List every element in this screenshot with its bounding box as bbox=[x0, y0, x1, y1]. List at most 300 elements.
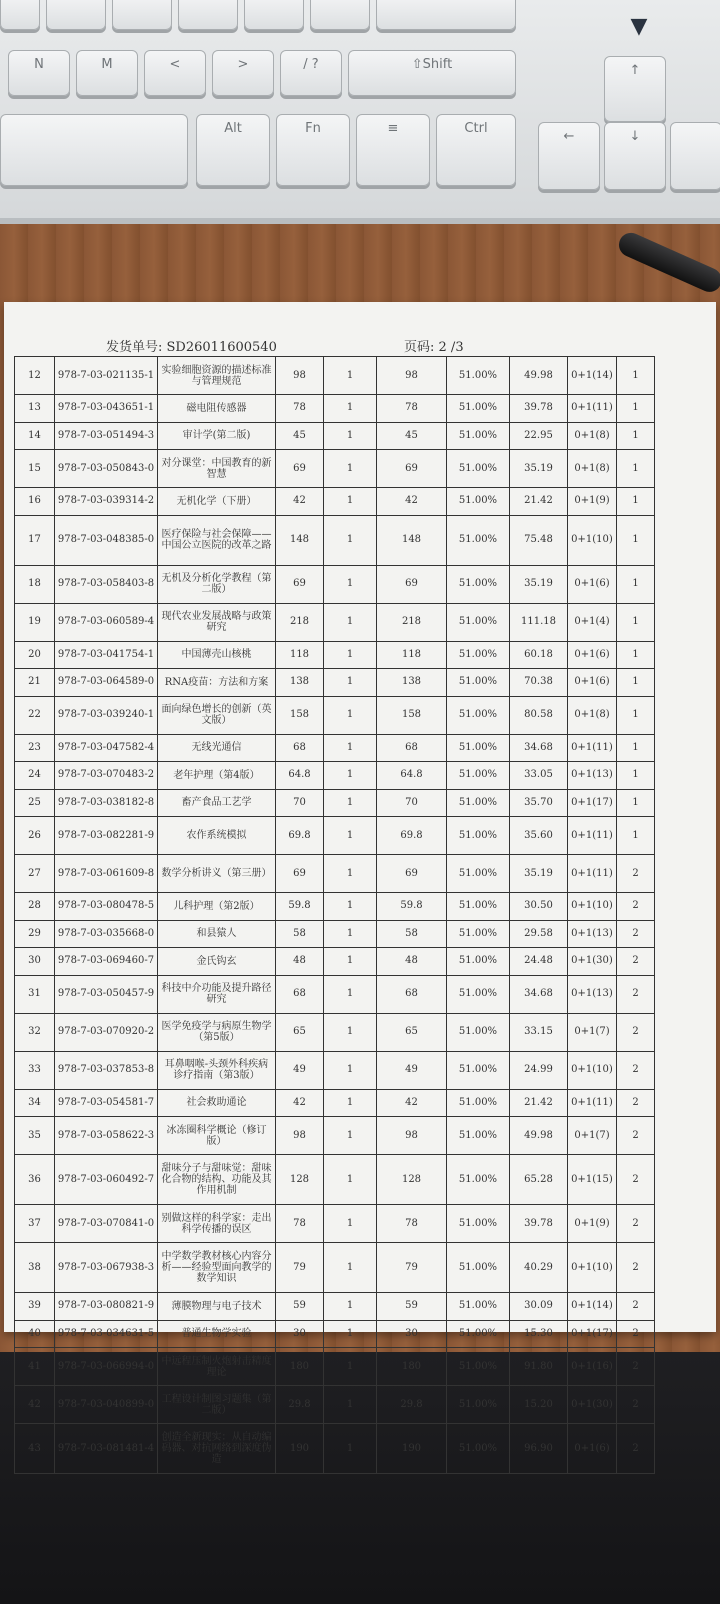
keyboard bbox=[0, 0, 720, 224]
quantity-cell: 1 bbox=[324, 762, 377, 790]
net-amount-cell: 21.42 bbox=[510, 1089, 568, 1117]
box-number-cell: 2 bbox=[617, 1013, 655, 1051]
amount-cell: 42 bbox=[377, 1089, 447, 1117]
amount-cell: 69 bbox=[377, 855, 447, 893]
list-price-cell: 29.8 bbox=[276, 1386, 324, 1424]
quantity-cell: 1 bbox=[324, 357, 377, 395]
book-title-cell: 面向绿色增长的创新（英文版） bbox=[158, 696, 276, 734]
order-label: 发货单号: bbox=[106, 340, 163, 355]
box-number-cell: 2 bbox=[617, 975, 655, 1013]
keyboard-key bbox=[244, 0, 304, 30]
book-title-cell: 无线光通信 bbox=[158, 734, 276, 762]
discount-cell: 51.00% bbox=[447, 422, 510, 450]
box-number-cell: 2 bbox=[617, 1386, 655, 1424]
quantity-cell: 1 bbox=[324, 948, 377, 976]
isbn-cell: 978-7-03-066994-0 bbox=[55, 1348, 158, 1386]
quantity-cell: 1 bbox=[324, 1117, 377, 1155]
amount-cell: 64.8 bbox=[377, 762, 447, 790]
list-price-cell: 59 bbox=[276, 1293, 324, 1321]
isbn-cell: 978-7-03-060589-4 bbox=[55, 603, 158, 641]
box-number-cell: 2 bbox=[617, 1205, 655, 1243]
isbn-cell: 978-7-03-081481-4 bbox=[55, 1424, 158, 1474]
location-cell: 0+1(9) bbox=[568, 488, 617, 516]
discount-cell: 51.00% bbox=[447, 920, 510, 948]
isbn-cell: 978-7-03-054581-7 bbox=[55, 1089, 158, 1117]
quantity-cell: 1 bbox=[324, 395, 377, 423]
amount-cell: 42 bbox=[377, 488, 447, 516]
book-title-cell: RNA疫苗：方法和方案 bbox=[158, 669, 276, 697]
book-title-cell: 科技中介功能及提升路径研究 bbox=[158, 975, 276, 1013]
isbn-cell: 978-7-03-048385-0 bbox=[55, 515, 158, 565]
discount-cell: 51.00% bbox=[447, 1155, 510, 1205]
location-cell: 0+1(15) bbox=[568, 1155, 617, 1205]
net-amount-cell: 24.99 bbox=[510, 1051, 568, 1089]
isbn-cell: 978-7-03-058403-8 bbox=[55, 565, 158, 603]
isbn-cell: 978-7-03-050457-9 bbox=[55, 975, 158, 1013]
box-number-cell: 2 bbox=[617, 1089, 655, 1117]
book-title-cell: 甜味分子与甜味觉：甜味化合物的结构、功能及其作用机制 bbox=[158, 1155, 276, 1205]
box-number-cell: 1 bbox=[617, 762, 655, 790]
row-number-cell: 34 bbox=[15, 1089, 55, 1117]
quantity-cell: 1 bbox=[324, 515, 377, 565]
amount-cell: 45 bbox=[377, 422, 447, 450]
row-number-cell: 19 bbox=[15, 603, 55, 641]
page-label: 页码: bbox=[404, 340, 435, 355]
row-number-cell: 38 bbox=[15, 1243, 55, 1293]
table-row bbox=[15, 1013, 655, 1051]
location-cell: 0+1(7) bbox=[568, 1013, 617, 1051]
location-cell: 0+1(11) bbox=[568, 1089, 617, 1117]
net-amount-cell: 35.19 bbox=[510, 565, 568, 603]
amount-cell: 118 bbox=[377, 641, 447, 669]
isbn-cell: 978-7-03-040899-0 bbox=[55, 1386, 158, 1424]
net-amount-cell: 15.20 bbox=[510, 1386, 568, 1424]
location-cell: 0+1(13) bbox=[568, 920, 617, 948]
amount-cell: 69 bbox=[377, 565, 447, 603]
net-amount-cell: 91.80 bbox=[510, 1348, 568, 1386]
key-arrow-up: ↑ bbox=[604, 56, 666, 122]
row-number-cell: 41 bbox=[15, 1348, 55, 1386]
isbn-cell: 978-7-03-060492-7 bbox=[55, 1155, 158, 1205]
table-row bbox=[15, 696, 655, 734]
box-number-cell: 1 bbox=[617, 669, 655, 697]
list-price-cell: 78 bbox=[276, 1205, 324, 1243]
book-title-cell: 无机及分析化学教程（第二版） bbox=[158, 565, 276, 603]
table-row bbox=[15, 1293, 655, 1321]
amount-cell: 48 bbox=[377, 948, 447, 976]
isbn-cell: 978-7-03-041754-1 bbox=[55, 641, 158, 669]
book-title-cell: 薄膜物理与电子技术 bbox=[158, 1293, 276, 1321]
row-number-cell: 21 bbox=[15, 669, 55, 697]
list-price-cell: 69 bbox=[276, 450, 324, 488]
amount-cell: 69.8 bbox=[377, 817, 447, 855]
quantity-cell: 1 bbox=[324, 696, 377, 734]
location-cell: 0+1(14) bbox=[568, 1293, 617, 1321]
location-cell: 0+1(14) bbox=[568, 357, 617, 395]
location-cell: 0+1(13) bbox=[568, 762, 617, 790]
box-number-cell: 1 bbox=[617, 817, 655, 855]
location-cell: 0+1(30) bbox=[568, 1386, 617, 1424]
quantity-cell: 1 bbox=[324, 1089, 377, 1117]
table-row bbox=[15, 515, 655, 565]
quantity-cell: 1 bbox=[324, 1293, 377, 1321]
row-number-cell: 14 bbox=[15, 422, 55, 450]
row-number-cell: 23 bbox=[15, 734, 55, 762]
quantity-cell: 1 bbox=[324, 1243, 377, 1293]
row-number-cell: 36 bbox=[15, 1155, 55, 1205]
isbn-cell: 978-7-03-047582-4 bbox=[55, 734, 158, 762]
quantity-cell: 1 bbox=[324, 1320, 377, 1348]
key-period: > bbox=[212, 50, 274, 96]
book-title-cell: 创造全新现实：从自动编码器、对抗网络到深度伪造 bbox=[158, 1424, 276, 1474]
quantity-cell: 1 bbox=[324, 855, 377, 893]
list-price-cell: 45 bbox=[276, 422, 324, 450]
box-number-cell: 1 bbox=[617, 450, 655, 488]
isbn-cell: 978-7-03-051494-3 bbox=[55, 422, 158, 450]
discount-cell: 51.00% bbox=[447, 734, 510, 762]
net-amount-cell: 75.48 bbox=[510, 515, 568, 565]
quantity-cell: 1 bbox=[324, 1386, 377, 1424]
discount-cell: 51.00% bbox=[447, 1320, 510, 1348]
amount-cell: 180 bbox=[377, 1348, 447, 1386]
discount-cell: 51.00% bbox=[447, 641, 510, 669]
list-price-cell: 69 bbox=[276, 565, 324, 603]
discount-cell: 51.00% bbox=[447, 515, 510, 565]
keyboard-key bbox=[0, 114, 188, 186]
book-title-cell: 耳鼻咽喉-头颈外科疾病诊疗指南（第3版） bbox=[158, 1051, 276, 1089]
book-title-cell: 儿科护理（第2版） bbox=[158, 893, 276, 921]
net-amount-cell: 34.68 bbox=[510, 975, 568, 1013]
location-cell: 0+1(11) bbox=[568, 395, 617, 423]
discount-cell: 51.00% bbox=[447, 1013, 510, 1051]
row-number-cell: 32 bbox=[15, 1013, 55, 1051]
list-price-cell: 69.8 bbox=[276, 817, 324, 855]
location-cell: 0+1(11) bbox=[568, 855, 617, 893]
list-price-cell: 78 bbox=[276, 395, 324, 423]
list-price-cell: 79 bbox=[276, 1243, 324, 1293]
amount-cell: 70 bbox=[377, 789, 447, 817]
box-number-cell: 2 bbox=[617, 920, 655, 948]
quantity-cell: 1 bbox=[324, 669, 377, 697]
list-price-cell: 218 bbox=[276, 603, 324, 641]
box-number-cell: 1 bbox=[617, 357, 655, 395]
net-amount-cell: 33.05 bbox=[510, 762, 568, 790]
book-title-cell: 医学免疫学与病原生物学（第5版） bbox=[158, 1013, 276, 1051]
book-title-cell: 无机化学（下册） bbox=[158, 488, 276, 516]
net-amount-cell: 21.42 bbox=[510, 488, 568, 516]
box-number-cell: 1 bbox=[617, 603, 655, 641]
list-price-cell: 49 bbox=[276, 1051, 324, 1089]
key-m: M bbox=[76, 50, 138, 96]
document-header bbox=[4, 336, 716, 356]
quantity-cell: 1 bbox=[324, 1424, 377, 1474]
amount-cell: 30 bbox=[377, 1320, 447, 1348]
location-cell: 0+1(30) bbox=[568, 948, 617, 976]
isbn-cell: 978-7-03-050843-0 bbox=[55, 450, 158, 488]
table-row bbox=[15, 893, 655, 921]
discount-cell: 51.00% bbox=[447, 488, 510, 516]
net-amount-cell: 35.60 bbox=[510, 817, 568, 855]
net-amount-cell: 24.48 bbox=[510, 948, 568, 976]
list-price-cell: 118 bbox=[276, 641, 324, 669]
box-number-cell: 2 bbox=[617, 1155, 655, 1205]
quantity-cell: 1 bbox=[324, 641, 377, 669]
row-number-cell: 20 bbox=[15, 641, 55, 669]
amount-cell: 69 bbox=[377, 450, 447, 488]
discount-cell: 51.00% bbox=[447, 603, 510, 641]
amount-cell: 78 bbox=[377, 395, 447, 423]
location-cell: 0+1(8) bbox=[568, 696, 617, 734]
net-amount-cell: 15.30 bbox=[510, 1320, 568, 1348]
discount-cell: 51.00% bbox=[447, 893, 510, 921]
table-row bbox=[15, 565, 655, 603]
quantity-cell: 1 bbox=[324, 789, 377, 817]
amount-cell: 49 bbox=[377, 1051, 447, 1089]
amount-cell: 218 bbox=[377, 603, 447, 641]
box-number-cell: 2 bbox=[617, 1320, 655, 1348]
book-title-cell: 冰冻圈科学概论（修订版） bbox=[158, 1117, 276, 1155]
key-ctrl: Ctrl bbox=[436, 114, 516, 186]
book-title-cell: 中学数学教材核心内容分析——经验型面向教学的数学知识 bbox=[158, 1243, 276, 1293]
net-amount-cell: 35.70 bbox=[510, 789, 568, 817]
book-title-cell: 中远程压制火炮射击精度理论 bbox=[158, 1348, 276, 1386]
quantity-cell: 1 bbox=[324, 565, 377, 603]
net-amount-cell: 29.58 bbox=[510, 920, 568, 948]
row-number-cell: 22 bbox=[15, 696, 55, 734]
amount-cell: 68 bbox=[377, 734, 447, 762]
key-slash: / ? bbox=[280, 50, 342, 96]
net-amount-cell: 30.50 bbox=[510, 893, 568, 921]
book-title-cell: 工程设计制图习题集（第二版） bbox=[158, 1386, 276, 1424]
list-price-cell: 68 bbox=[276, 975, 324, 1013]
list-price-cell: 68 bbox=[276, 734, 324, 762]
discount-cell: 51.00% bbox=[447, 565, 510, 603]
box-number-cell: 2 bbox=[617, 855, 655, 893]
discount-cell: 51.00% bbox=[447, 1051, 510, 1089]
isbn-cell: 978-7-03-080478-5 bbox=[55, 893, 158, 921]
quantity-cell: 1 bbox=[324, 975, 377, 1013]
row-number-cell: 26 bbox=[15, 817, 55, 855]
list-price-cell: 190 bbox=[276, 1424, 324, 1474]
isbn-cell: 978-7-03-034631-5 bbox=[55, 1320, 158, 1348]
isbn-cell: 978-7-03-064589-0 bbox=[55, 669, 158, 697]
quantity-cell: 1 bbox=[324, 1205, 377, 1243]
isbn-cell: 978-7-03-082281-9 bbox=[55, 817, 158, 855]
box-number-cell: 2 bbox=[617, 1243, 655, 1293]
discount-cell: 51.00% bbox=[447, 1424, 510, 1474]
net-amount-cell: 35.19 bbox=[510, 855, 568, 893]
isbn-cell: 978-7-03-070483-2 bbox=[55, 762, 158, 790]
location-cell: 0+1(16) bbox=[568, 1348, 617, 1386]
location-cell: 0+1(6) bbox=[568, 641, 617, 669]
amount-cell: 58 bbox=[377, 920, 447, 948]
discount-cell: 51.00% bbox=[447, 1117, 510, 1155]
discount-cell: 51.00% bbox=[447, 1089, 510, 1117]
box-number-cell: 2 bbox=[617, 1424, 655, 1474]
net-amount-cell: 111.18 bbox=[510, 603, 568, 641]
discount-cell: 51.00% bbox=[447, 669, 510, 697]
net-amount-cell: 39.78 bbox=[510, 1205, 568, 1243]
book-title-cell: 审计学(第二版) bbox=[158, 422, 276, 450]
table-row bbox=[15, 450, 655, 488]
row-number-cell: 37 bbox=[15, 1205, 55, 1243]
location-cell: 0+1(10) bbox=[568, 1051, 617, 1089]
discount-cell: 51.00% bbox=[447, 975, 510, 1013]
discount-cell: 51.00% bbox=[447, 1205, 510, 1243]
list-price-cell: 98 bbox=[276, 357, 324, 395]
list-price-cell: 158 bbox=[276, 696, 324, 734]
table-row bbox=[15, 395, 655, 423]
table-row bbox=[15, 1348, 655, 1386]
discount-cell: 51.00% bbox=[447, 817, 510, 855]
row-number-cell: 35 bbox=[15, 1117, 55, 1155]
row-number-cell: 29 bbox=[15, 920, 55, 948]
box-number-cell: 1 bbox=[617, 395, 655, 423]
net-amount-cell: 33.15 bbox=[510, 1013, 568, 1051]
list-price-cell: 42 bbox=[276, 488, 324, 516]
keyboard-key bbox=[670, 122, 720, 190]
amount-cell: 59.8 bbox=[377, 893, 447, 921]
amount-cell: 190 bbox=[377, 1424, 447, 1474]
book-title-cell: 畜产食品工艺学 bbox=[158, 789, 276, 817]
location-cell: 0+1(6) bbox=[568, 565, 617, 603]
isbn-cell: 978-7-03-039240-1 bbox=[55, 696, 158, 734]
keyboard-key bbox=[46, 0, 106, 30]
amount-cell: 128 bbox=[377, 1155, 447, 1205]
list-price-cell: 148 bbox=[276, 515, 324, 565]
key-arrow-left: ← bbox=[538, 122, 600, 190]
list-price-cell: 64.8 bbox=[276, 762, 324, 790]
net-amount-cell: 65.28 bbox=[510, 1155, 568, 1205]
table-row bbox=[15, 948, 655, 976]
row-number-cell: 27 bbox=[15, 855, 55, 893]
table-row bbox=[15, 603, 655, 641]
keyboard-key bbox=[178, 0, 238, 30]
quantity-cell: 1 bbox=[324, 488, 377, 516]
list-price-cell: 48 bbox=[276, 948, 324, 976]
book-title-cell: 对分课堂：中国教育的新智慧 bbox=[158, 450, 276, 488]
isbn-cell: 978-7-03-080821-9 bbox=[55, 1293, 158, 1321]
keyboard-key bbox=[112, 0, 172, 30]
net-amount-cell: 34.68 bbox=[510, 734, 568, 762]
row-number-cell: 16 bbox=[15, 488, 55, 516]
table-row bbox=[15, 1205, 655, 1243]
isbn-cell: 978-7-03-037853-8 bbox=[55, 1051, 158, 1089]
list-price-cell: 128 bbox=[276, 1155, 324, 1205]
order-number-line bbox=[106, 336, 277, 355]
box-number-cell: 1 bbox=[617, 696, 655, 734]
table-row bbox=[15, 641, 655, 669]
location-cell: 0+1(6) bbox=[568, 669, 617, 697]
key-menu: ≡ bbox=[356, 114, 430, 186]
box-number-cell: 2 bbox=[617, 948, 655, 976]
list-price-cell: 180 bbox=[276, 1348, 324, 1386]
row-number-cell: 39 bbox=[15, 1293, 55, 1321]
list-price-cell: 138 bbox=[276, 669, 324, 697]
net-amount-cell: 96.90 bbox=[510, 1424, 568, 1474]
discount-cell: 51.00% bbox=[447, 1243, 510, 1293]
row-number-cell: 24 bbox=[15, 762, 55, 790]
box-number-cell: 2 bbox=[617, 1348, 655, 1386]
amount-cell: 98 bbox=[377, 1117, 447, 1155]
row-number-cell: 30 bbox=[15, 948, 55, 976]
table-row bbox=[15, 488, 655, 516]
net-amount-cell: 22.95 bbox=[510, 422, 568, 450]
net-amount-cell: 49.98 bbox=[510, 1117, 568, 1155]
list-price-cell: 69 bbox=[276, 855, 324, 893]
book-title-cell: 老年护理（第4版） bbox=[158, 762, 276, 790]
discount-cell: 51.00% bbox=[447, 696, 510, 734]
key-comma: < bbox=[144, 50, 206, 96]
location-cell: 0+1(11) bbox=[568, 817, 617, 855]
discount-cell: 51.00% bbox=[447, 395, 510, 423]
delivery-note-page bbox=[4, 302, 716, 1465]
book-list-table bbox=[14, 356, 655, 1474]
location-cell: 0+1(10) bbox=[568, 1243, 617, 1293]
table-row bbox=[15, 669, 655, 697]
book-title-cell: 金氏钩玄 bbox=[158, 948, 276, 976]
net-amount-cell: 35.19 bbox=[510, 450, 568, 488]
book-title-cell: 实验细胞资源的描述标准与管理规范 bbox=[158, 357, 276, 395]
discount-cell: 51.00% bbox=[447, 948, 510, 976]
list-price-cell: 30 bbox=[276, 1320, 324, 1348]
table-row bbox=[15, 817, 655, 855]
box-number-cell: 1 bbox=[617, 734, 655, 762]
brand-logo-icon: ▼ bbox=[630, 14, 648, 39]
key-n: N bbox=[8, 50, 70, 96]
table-row bbox=[15, 1424, 655, 1474]
book-title-cell: 社会救助通论 bbox=[158, 1089, 276, 1117]
isbn-cell: 978-7-03-021135-1 bbox=[55, 357, 158, 395]
quantity-cell: 1 bbox=[324, 603, 377, 641]
discount-cell: 51.00% bbox=[447, 762, 510, 790]
quantity-cell: 1 bbox=[324, 422, 377, 450]
location-cell: 0+1(8) bbox=[568, 450, 617, 488]
amount-cell: 158 bbox=[377, 696, 447, 734]
location-cell: 0+1(17) bbox=[568, 789, 617, 817]
discount-cell: 51.00% bbox=[447, 789, 510, 817]
table-row bbox=[15, 1051, 655, 1089]
table-row bbox=[15, 422, 655, 450]
quantity-cell: 1 bbox=[324, 817, 377, 855]
net-amount-cell: 40.29 bbox=[510, 1243, 568, 1293]
key-arrow-down: ↓ bbox=[604, 122, 666, 190]
key-fn: Fn bbox=[276, 114, 350, 186]
book-title-cell: 和县猿人 bbox=[158, 920, 276, 948]
list-price-cell: 70 bbox=[276, 789, 324, 817]
isbn-cell: 978-7-03-061609-8 bbox=[55, 855, 158, 893]
keyboard-key bbox=[310, 0, 370, 30]
table-row bbox=[15, 1155, 655, 1205]
isbn-cell: 978-7-03-069460-7 bbox=[55, 948, 158, 976]
net-amount-cell: 80.58 bbox=[510, 696, 568, 734]
page-number-line bbox=[404, 336, 464, 355]
box-number-cell: 1 bbox=[617, 565, 655, 603]
book-title-cell: 农作系统模拟 bbox=[158, 817, 276, 855]
box-number-cell: 1 bbox=[617, 515, 655, 565]
amount-cell: 79 bbox=[377, 1243, 447, 1293]
amount-cell: 29.8 bbox=[377, 1386, 447, 1424]
discount-cell: 51.00% bbox=[447, 1386, 510, 1424]
row-number-cell: 28 bbox=[15, 893, 55, 921]
row-number-cell: 31 bbox=[15, 975, 55, 1013]
key-shift: ⇧Shift bbox=[348, 50, 516, 96]
discount-cell: 51.00% bbox=[447, 1348, 510, 1386]
page-value: 2 /3 bbox=[438, 340, 464, 355]
box-number-cell: 1 bbox=[617, 422, 655, 450]
discount-cell: 51.00% bbox=[447, 1293, 510, 1321]
location-cell: 0+1(6) bbox=[568, 1424, 617, 1474]
